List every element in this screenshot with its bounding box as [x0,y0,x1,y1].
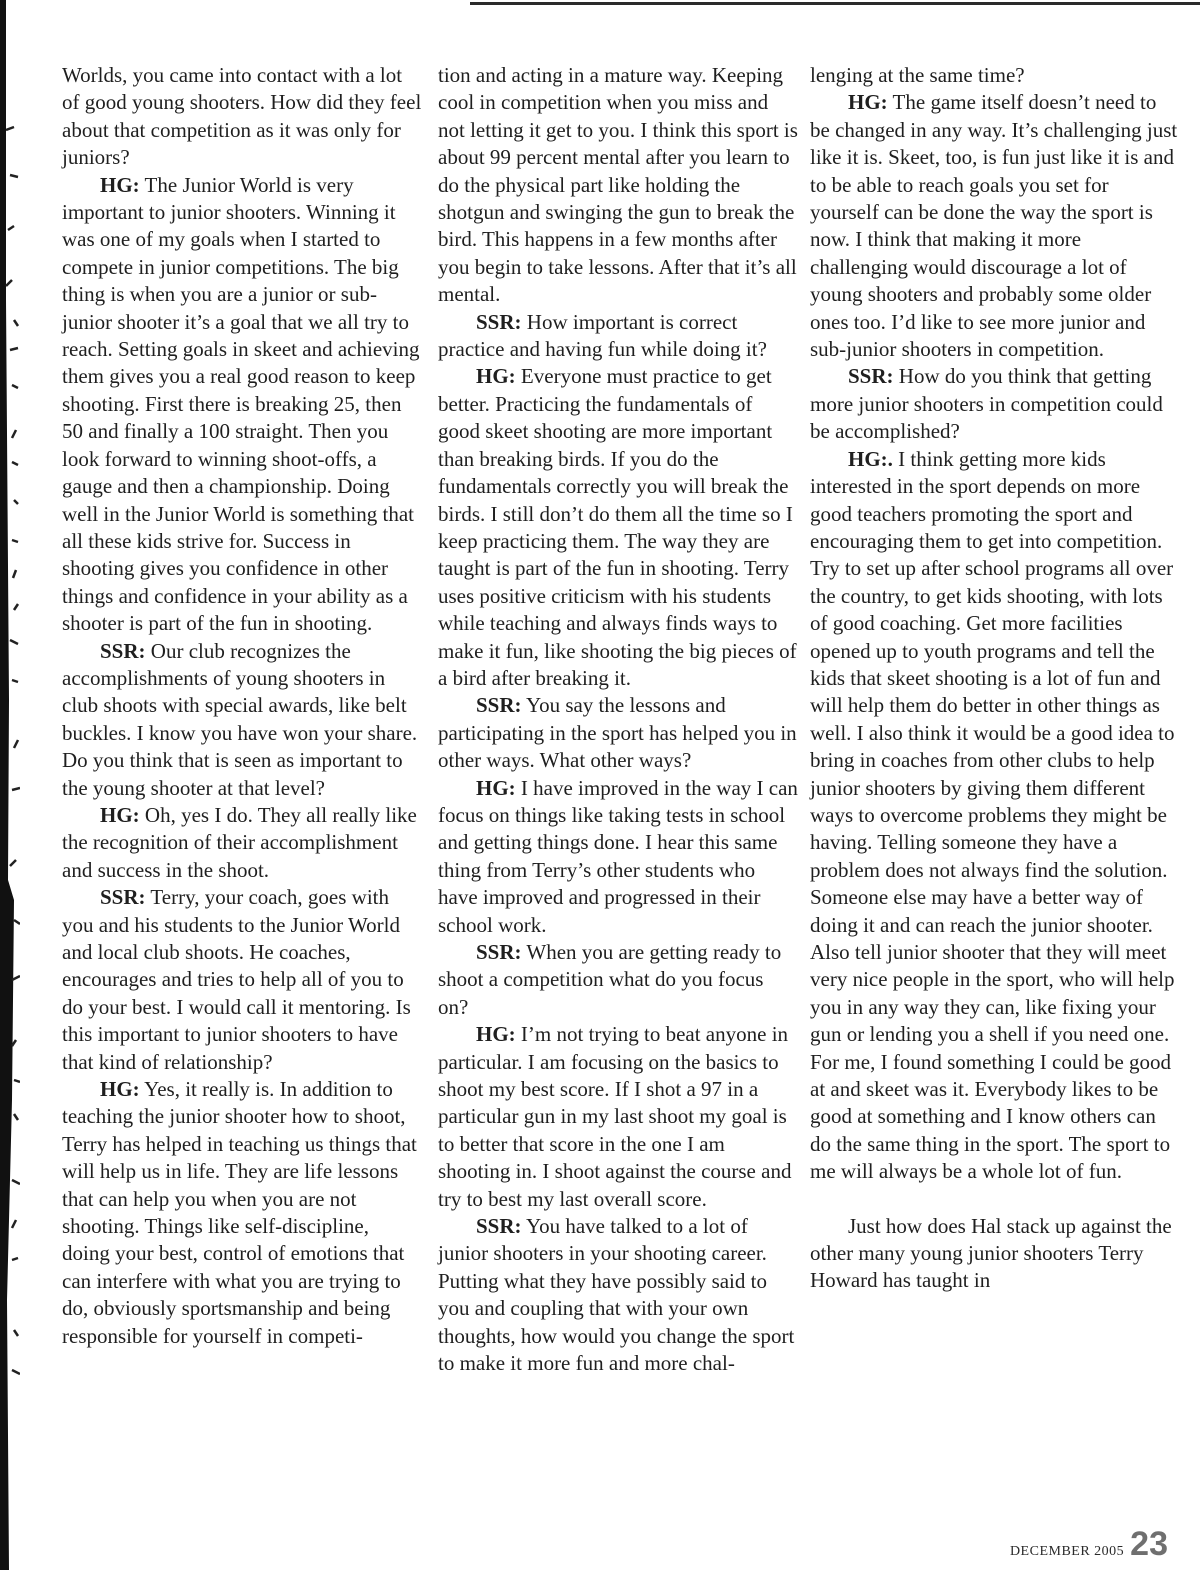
paragraph: SSR: How important is correct practice and having fun while doing it? [438,309,767,362]
column-3 [810,62,1180,1295]
paragraph: SSR: How do you think that getting more junior shooters in competition could be accomplished? [810,364,1163,444]
speaker-label: SSR: [476,693,522,718]
paragraph: Just how does Hal stack up against the other many young junior shooters Terry Howard has taught in [810,1213,1172,1293]
paragraph: HG: I have improved in the way I can focus on things like taking tests in school and getting things done. I hear this same thing from Terry’s other students who have improved and progressed in their school work. [438,775,798,937]
top-rule [470,2,1200,5]
speaker-label: SSR: [100,638,146,663]
issue-date: DECEMBER 2005 [1009,1544,1125,1559]
paragraph: Worlds, you came into contact with a lot of good young shooters. How did they feel about that competition as it was only for juniors? [62,63,422,170]
speaker-label: SSR: [476,1214,522,1239]
speaker-label: SSR: [848,364,894,389]
speaker-label: HG: [100,802,140,827]
paragraph: SSR: Terry, your coach, goes with you and his students to the Junior World and local club shoots. He coaches, encourages and tries to help all of you to do your best. I would call it mentoring. Is this important to junior shooters to have that kind of relationship? [62,885,411,1074]
paragraph: SSR: Our club recognizes the accomplishments of young shooters in club shoots with special awards, like belt buckles. I know you have won your share. Do you think that is seen as important to the young shooter at that level? [62,638,418,800]
paragraph: HG:. I think getting more kids interested in the sport depends on more good teachers promoting the sport and encouraging them to get into competition. Try to set up after school programs all over the country, to get kids shooting, with lots of good coaching. Get more facilities opened up to youth programs and tell the kids that skeet shooting is a lot of fun and will help them do better in other things as well. I also think it would be a good idea to bring in coaches from other clubs to help junior shooters by giving them different ways to overcome problems they might be having. Telling someone they have a problem does not always find the solution. Someone else may have a better way of doing it and can reach the junior shooter. Also tell junior shooter that they will meet very nice people in the sport, who will help you in any way they can, like fixing your gun or lending you a shell if you need one. For me, I found something I could be good at and skeet was it. Everybody likes to be good at something and I know others can do the same thing in the sport. The sport to me will always be a whole lot of fun. [810,446,1175,1184]
paragraph: HG: Oh, yes I do. They all really like the recognition of their accomplishment and success in the shoot. [62,802,417,882]
paragraph: HG: The Junior World is very important to junior shooters. Winning it was one of my goals when I started to compete in junior competitions. The big thing is when you are a junior or sub-junior shooter it’s a goal that we all try to reach. Setting goals in skeet and achieving them gives you a real good reason to keep shooting. First there is breaking 25, then 50 and finally a 100 straight. Then you look forward to winning shoot-offs, a gauge and then a championship. Doing well in the Junior World is something that all these kids strive for. Success in shooting gives you confidence in other things and confidence in your ability as a shooter is part of the fun in shooting. [62,172,420,636]
paragraph: HG: The game itself doesn’t need to be changed in any way. It’s challenging just like it is. Skeet, too, is fun just like it is and to be able to reach goals you set for yourself can be done the way the sport is now. I think that making it more challenging would discourage a lot of young shooters and probably some older ones too. I’d like to see more junior and sub-junior shooters in competition. [810,90,1178,362]
page-footer [1010,1525,1168,1564]
paragraph: SSR: You say the lessons and participating in the sport has helped you in other ways. What other ways? [438,693,797,773]
column-1 [62,62,422,1350]
speaker-label: SSR: [476,309,522,334]
speaker-label: HG:. [848,446,893,471]
paragraph: SSR: You have talked to a lot of junior shooters in your shooting career. Putting what they have possibly said to you and coupling that with your own thoughts, how would you change the sport to make it more fun and more chal- [438,1214,795,1376]
paragraph: lenging at the same time? [810,63,1025,87]
speaker-label: SSR: [100,885,146,910]
paragraph: tion and acting in a mature way. Keeping cool in competition when you miss and not letting it get to you. I think this sport is about 99 percent mental after you learn to do the physical part like holding the shotgun and swinging the gun to break the bird. This happens in a few months after you begin to take lessons. After that it’s all mental. [438,63,798,307]
speaker-label: HG: [100,1077,140,1102]
column-2 [438,62,798,1378]
speaker-label: HG: [848,90,888,115]
speaker-label: HG: [476,1022,516,1047]
speaker-label: HG: [100,172,140,197]
paragraph: HG: I’m not trying to beat anyone in particular. I am focusing on the basics to shoot my best score. If I shot a 97 in a particular gun in my last shoot my goal is to better that score in the one I am shooting in. I shoot against the course and try to best my last overall score. [438,1022,792,1211]
speaker-label: SSR: [476,940,522,964]
paragraph: HG: Yes, it really is. In addition to teaching the junior shooter how to shoot, Terry has helped in teaching us things that will help us in life. They are life lessons that can help you when you are not shooting. Things like self-discipline, doing your best, control of emotions that can interfere with what you are trying to do, obviously sportsmanship and being responsible for yourself in competi- [62,1077,417,1348]
speaker-label: HG: [476,364,516,389]
paragraph: HG: Everyone must practice to get better. Practicing the fundamentals of good skeet shooting are more important than breaking birds. If you do the fundamentals correctly you will break the birds. I still don’t do them all the time so I keep practicing them. The way they are taught is part of the fun in shooting. Terry uses positive criticism with his students while teaching and always finds ways to make it fun, like shooting the big pieces of a bird after breaking it. [438,364,797,690]
binding-edge-marks [0,0,20,1570]
paragraph: SSR: When you are getting ready to shoot a competition what do you focus on? [438,940,782,1019]
page-number: 23 [1130,1525,1168,1563]
speaker-label: HG: [476,775,516,800]
